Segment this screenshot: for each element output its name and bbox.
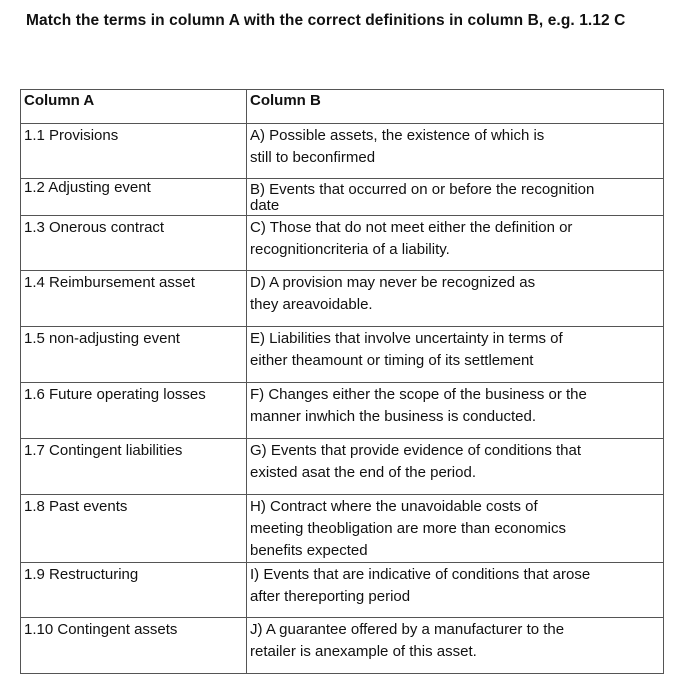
definition-line: G) Events that provide evidence of conditions that	[250, 442, 582, 459]
table-row	[21, 495, 664, 563]
term-cell: 1.2 Adjusting event	[21, 179, 247, 216]
column-b-header: Column B	[247, 90, 664, 124]
definition-line: still to beconfirmed	[250, 149, 376, 166]
definition-line: A) Possible assets, the existence of which is	[250, 127, 545, 144]
definition-cell	[247, 271, 664, 327]
definition-line: retailer is anexample of this asset.	[250, 643, 477, 660]
definition-line: H) Contract where the unavoidable costs of	[250, 498, 538, 515]
definition-line: F) Changes either the scope of the business or the	[250, 386, 587, 403]
term-cell: 1.3 Onerous contract	[21, 216, 247, 271]
column-a-header: Column A	[21, 90, 247, 124]
table-row	[21, 216, 664, 271]
table-row	[21, 124, 664, 179]
definition-line: meeting theobligation are more than economics	[250, 520, 567, 537]
definition-cell	[247, 495, 664, 563]
table-row	[21, 383, 664, 439]
definition-line: I) Events that are indicative of conditions that arose	[250, 566, 591, 583]
definition-cell	[247, 179, 664, 216]
definition-line: C) Those that do not meet either the definition or	[250, 219, 573, 236]
definition-cell	[247, 563, 664, 618]
definition-line: D) A provision may never be recognized as	[250, 274, 536, 291]
table-row	[21, 271, 664, 327]
table-row	[21, 327, 664, 383]
definition-line: either theamount or timing of its settlement	[250, 352, 534, 369]
definition-line: recognitioncriteria of a liability.	[250, 241, 450, 258]
table-row	[21, 179, 664, 216]
definition-line: J) A guarantee offered by a manufacturer to the	[250, 621, 565, 638]
term-cell: 1.4 Reimbursement asset	[21, 271, 247, 327]
definition-line: they areavoidable.	[250, 296, 373, 313]
definition-line: date	[250, 197, 280, 214]
definition-cell	[247, 327, 664, 383]
term-cell: 1.1 Provisions	[21, 124, 247, 179]
definition-cell	[247, 124, 664, 179]
term-cell: 1.7 Contingent liabilities	[21, 439, 247, 495]
table-row	[21, 563, 664, 618]
term-cell: 1.8 Past events	[21, 495, 247, 563]
page-heading: Match the terms in column A with the correct definitions in column B, e.g. 1.12 C	[26, 12, 626, 29]
definition-line: existed asat the end of the period.	[250, 464, 476, 481]
definition-line: E) Liabilities that involve uncertainty in terms of	[250, 330, 563, 347]
definition-cell	[247, 383, 664, 439]
table-header-row	[21, 90, 664, 124]
term-cell: 1.5 non-adjusting event	[21, 327, 247, 383]
definition-line: manner inwhich the business is conducted.	[250, 408, 536, 425]
term-cell: 1.9 Restructuring	[21, 563, 247, 618]
definition-line: B) Events that occurred on or before the recognition	[250, 181, 595, 198]
term-cell: 1.6 Future operating losses	[21, 383, 247, 439]
matching-table	[20, 89, 664, 674]
definition-cell	[247, 618, 664, 674]
term-cell: 1.10 Contingent assets	[21, 618, 247, 674]
table-row	[21, 439, 664, 495]
table-row	[21, 618, 664, 674]
definition-line: benefits expected	[250, 542, 368, 559]
definition-line: after thereporting period	[250, 588, 411, 605]
definition-cell	[247, 439, 664, 495]
definition-cell	[247, 216, 664, 271]
